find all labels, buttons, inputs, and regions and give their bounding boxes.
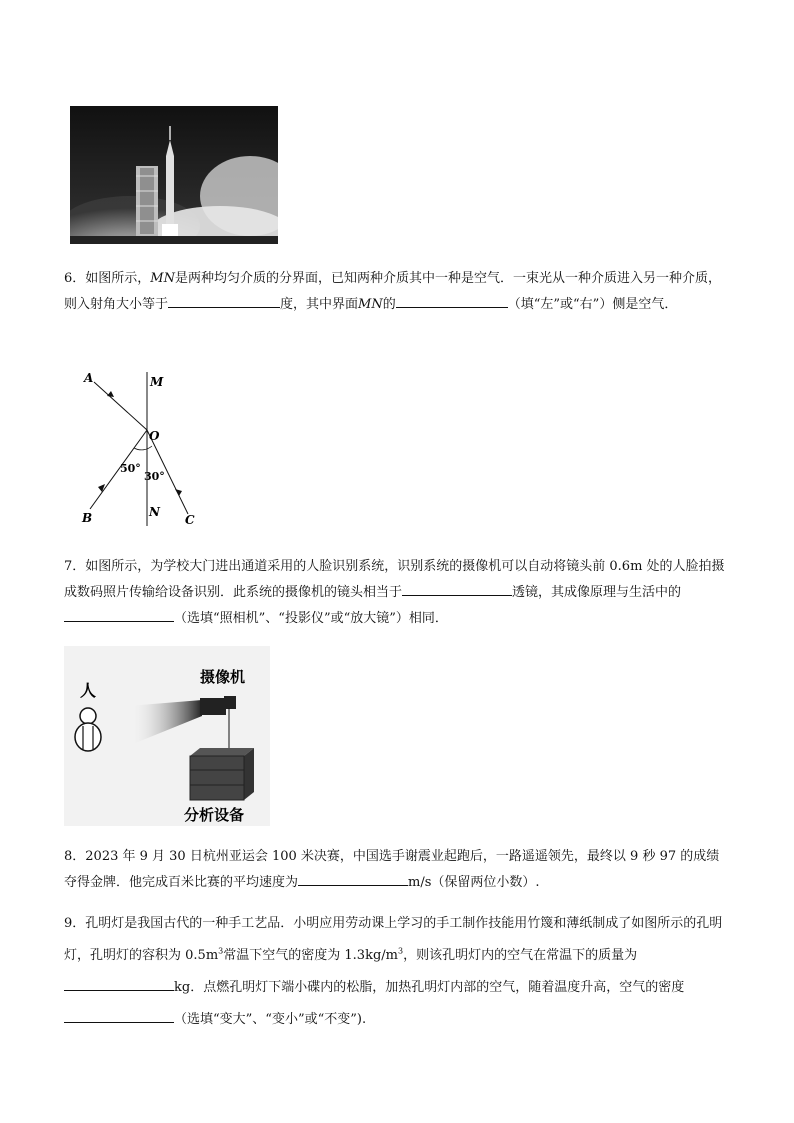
camera-label: 摄像机 (200, 668, 246, 686)
q6-text-3: 的 (382, 297, 396, 312)
rocket-launch-photo (70, 106, 278, 244)
label-c: C (185, 513, 195, 527)
q6-text-4: （填“左”或“右”）侧是空气． (507, 297, 678, 312)
label-b: B (82, 511, 93, 525)
label-m: M (150, 375, 164, 389)
label-n: N (149, 505, 160, 519)
person-label: 人 (80, 681, 97, 700)
q7-answer-blank-1[interactable] (402, 581, 512, 596)
q9-volume: 0.5m (185, 948, 219, 963)
face-recognition-figure (64, 646, 270, 826)
q8-text-1: 8．2023 年 9 月 30 日杭州亚运会 100 米决赛，中国选手谢震业起跑后，一路遥遥领先，最终以 9 秒 97 的成绩夺得金牌．他完成百米比赛的平均速度为 (64, 849, 720, 890)
q9-answer-blank-2[interactable] (64, 1008, 174, 1023)
q9-text-5: （选填“变大”、“变小”或“不变”). (174, 1012, 367, 1027)
q9-density: 1.3kg/m (344, 948, 398, 963)
angle-label-right: 30° (144, 470, 165, 483)
q6-number: 6．如图所示， (64, 271, 151, 286)
q6-mn-2: MN (358, 297, 383, 312)
q7-answer-blank-2[interactable] (64, 607, 174, 622)
device-label: 分析设备 (184, 806, 245, 824)
q9-text-2: 常温下空气的密度为 (223, 948, 345, 963)
q6-text-1: 是两种均匀介质的分界面，已知两种介质其中一种是空气．一束光从一种介质进入另一种介质，则入射角大小等于 (64, 271, 721, 312)
incident-arrow (107, 391, 114, 397)
q6-answer-blank-2[interactable] (396, 293, 508, 308)
q9-text-1: 9．孔明灯是我国古代的一种手工艺品．小明应用劳动课上学习的手工制作技能用竹篾和薄纸制成了如图所示的孔明灯，孔明灯的容积为 (64, 916, 723, 963)
analysis-device-icon (190, 748, 254, 800)
angle-label-left: 50° (120, 462, 141, 475)
q7-text-2: 透镜，其成像原理与生活中的 (512, 585, 682, 600)
q8-text-2: m/s（保留两位小数）. (408, 875, 540, 890)
refracted-arrow (175, 489, 182, 496)
incident-ray (94, 382, 147, 430)
question-8 (64, 844, 730, 896)
camera-beam (128, 700, 202, 746)
q9-volume-exp: 3 (218, 946, 224, 956)
label-o: O (149, 429, 160, 443)
reflected-arrow (98, 484, 105, 492)
person-icon (75, 708, 101, 751)
q9-text-4: kg．点燃孔明灯下端小碟内的松脂，加热孔明灯内部的空气，随着温度升高，空气的密度 (174, 980, 685, 995)
question-6 (64, 266, 730, 318)
q9-answer-blank-1[interactable] (64, 976, 174, 991)
camera-body (200, 698, 226, 715)
q6-mn: MN (150, 271, 175, 286)
q9-text-3: ，则该孔明灯内的空气在常温下的质量为 (403, 948, 638, 963)
q9-density-exp: 3 (397, 946, 404, 956)
q6-text-2: 度，其中界面 (280, 297, 359, 312)
label-a: A (84, 371, 94, 385)
q6-answer-blank-1[interactable] (168, 293, 280, 308)
q7-text-3: （选填“照相机”、“投影仪”或“放大镜”）相同． (174, 611, 448, 626)
q8-answer-blank[interactable] (298, 871, 408, 886)
question-9 (64, 908, 730, 1036)
question-7 (64, 554, 730, 632)
refraction-diagram (76, 364, 211, 530)
q7-text-1: 7．如图所示，为学校大门进出通道采用的人脸识别系统，识别系统的摄像机可以自动将镜头前 0.6m 处的人脸拍摄成数码照片传输给设备识别．此系统的摄像机的镜头相当于 (64, 559, 725, 600)
